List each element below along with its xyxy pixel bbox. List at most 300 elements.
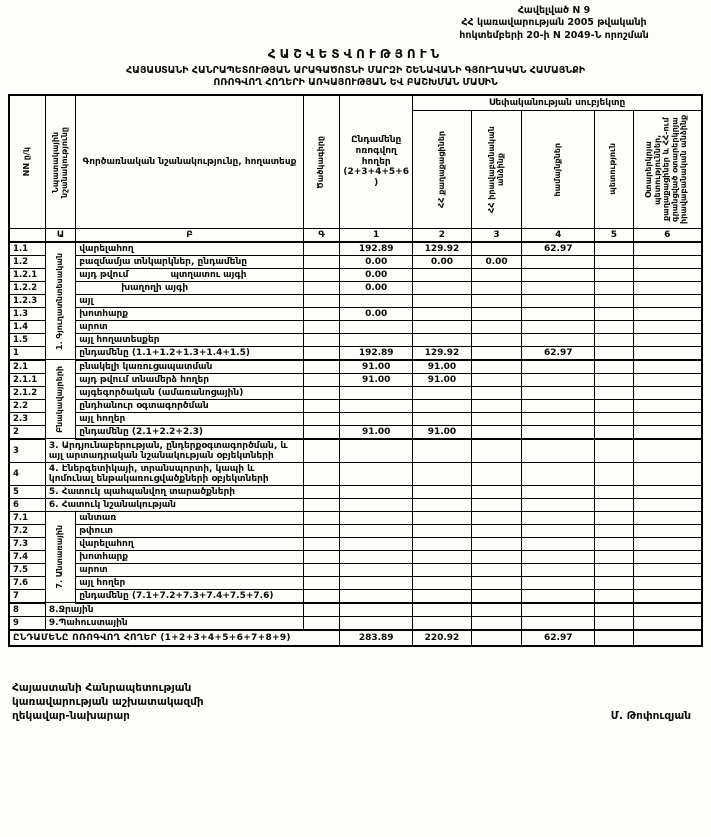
value-cell [595,563,633,576]
row-label-cell: 9.Պահուստային [45,616,303,630]
value-cell [595,333,633,346]
row-label-cell [76,294,304,307]
code-cell [303,550,339,563]
value-cell [633,242,702,256]
code-cell [303,485,339,498]
value-cell: 91.00 [413,373,472,386]
value-cell [633,333,702,346]
value-cell [633,360,702,374]
table-row [9,550,702,563]
value-cell [633,294,702,307]
code-cell [303,439,339,463]
table-row [9,563,702,576]
row-label-text: արոտ [79,564,108,575]
row-number-cell: 7.5 [9,563,45,576]
value-cell [522,537,595,550]
row-number-cell: 1 [9,346,45,360]
row-label-text: արոտ [79,321,108,332]
value-cell [413,320,472,333]
value-cell [413,485,472,498]
code-cell [303,360,339,374]
row-label-text: այլ հողատեսքեր [79,334,160,345]
value-cell: 0.00 [340,281,413,294]
value-cell [522,386,595,399]
value-cell [413,281,472,294]
value-cell [522,462,595,485]
row-label-text: բազմամյա տնկարկներ, ընդամենը [79,256,247,267]
value-cell: 62.97 [522,630,595,646]
value-cell [340,498,413,511]
row-number-cell: 2 [9,425,45,439]
row-label-cell [76,255,304,268]
row-label-text: խոտհարք [79,308,129,319]
value-cell [340,524,413,537]
value-cell [471,307,522,320]
row-number-cell: 1.2.2 [9,281,45,294]
value-cell [633,589,702,603]
letter-cell: 3 [471,228,522,242]
table-row [9,333,702,346]
table-row [9,346,702,360]
value-cell [595,412,633,425]
value-cell [633,412,702,425]
value-cell: 91.00 [340,373,413,386]
group-label-text: 1. Գյուղատնտեսական [55,252,65,350]
value-cell [595,537,633,550]
code-cell [303,333,339,346]
value-cell [633,462,702,485]
value-cell [471,425,522,439]
value-cell [595,630,633,646]
row-number-cell: 7 [9,589,45,603]
code-cell [303,563,339,576]
value-cell [522,294,595,307]
table-row [9,399,702,412]
code-cell [303,346,339,360]
row-label-text: ընդհանուր օգտագործման [79,400,209,411]
value-cell [633,603,702,617]
row-label-text: վարելահող [79,538,134,549]
title-line-3: ՈՌՈԳՎՈՂ ՀՈՂԵՐԻ ԱՌԿԱՅՈՒԹՅԱՆ ԵՎ ԲԱՇԽՄԱՆ ՄԱՍԻՆ [213,76,498,88]
value-cell [413,307,472,320]
value-cell [522,360,595,374]
annex-line-3: հոկտեմբերի 20-ի N 2049-Ն որոշման [459,29,649,41]
value-cell: 129.92 [413,346,472,360]
code-cell [303,589,339,603]
row-label-cell: 6. Հատուկ նշանակության [45,498,303,511]
value-cell [471,268,522,281]
value-cell [522,511,595,524]
row-label-cell: 3. Արդյունաբերության, ընդերքօգտագործման, և այլ արտադրական նշանակության օբյեկտների [45,439,303,463]
value-cell: 0.00 [340,255,413,268]
value-cell [471,373,522,386]
row-number-cell: 1.2.1 [9,268,45,281]
value-cell [522,603,595,617]
value-cell [595,294,633,307]
value-cell [340,563,413,576]
value-cell [471,485,522,498]
signatory-line-3: ղեկավար-նախարար [12,710,130,723]
value-cell [633,439,702,463]
value-cell [413,576,472,589]
value-cell [595,524,633,537]
header-code: Ծածկագիրը [303,95,339,228]
value-cell [471,399,522,412]
value-cell: 0.00 [413,255,472,268]
row-number-cell: 4 [9,462,45,485]
row-label-cell [76,425,304,439]
row-label-cell [76,373,304,386]
value-cell [595,425,633,439]
value-cell [522,281,595,294]
row-label-cell [76,524,304,537]
value-cell [522,589,595,603]
row-number-cell: 1.5 [9,333,45,346]
row-number-cell: 7.4 [9,550,45,563]
value-cell [522,563,595,576]
value-cell [413,294,472,307]
value-cell [413,511,472,524]
letter-cell: 2 [413,228,472,242]
value-cell [633,346,702,360]
code-cell [303,576,339,589]
letter-cell: 5 [595,228,633,242]
group-label-text: 7. Անտառային [55,525,65,589]
value-cell [413,462,472,485]
value-cell [595,281,633,294]
value-cell [413,439,472,463]
row-label-cell [76,360,304,374]
value-cell [595,603,633,617]
value-cell [340,537,413,550]
row-label-cell [76,563,304,576]
value-cell [633,550,702,563]
letter-cell: 4 [522,228,595,242]
row-number-cell: 5 [9,485,45,498]
value-cell [413,603,472,617]
table-row [9,320,702,333]
value-cell [633,281,702,294]
row-number-cell: 2.1.2 [9,386,45,399]
value-cell [471,498,522,511]
code-cell [303,524,339,537]
value-cell [413,498,472,511]
code-cell [303,307,339,320]
value-cell [633,576,702,589]
row-label-text: այդ թվում տնամերձ հողեր [79,374,210,385]
value-cell [471,346,522,360]
table-header-row-1 [9,95,702,110]
annex-reference-block [419,5,689,42]
row-label-cell [76,307,304,320]
row-label-text: ընդամենը (1.1+1.2+1.3+1.4+1.5) [79,347,250,358]
value-cell [522,498,595,511]
header-legal-entities: ՀՀ իրավաբանական անձինք [471,110,522,228]
value-cell [595,498,633,511]
row-label-cell: 5. Հատուկ պահպանվող տարածքների [45,485,303,498]
row-number-cell: 2.1.1 [9,373,45,386]
code-cell [303,537,339,550]
code-cell [303,386,339,399]
value-cell [471,630,522,646]
value-cell: 91.00 [413,425,472,439]
value-cell [522,524,595,537]
row-number-cell: 6 [9,498,45,511]
value-cell [340,616,413,630]
row-label-cell [76,242,304,256]
irrigated-lands-table [8,94,703,647]
value-cell [633,563,702,576]
header-functional: Գործառնական նշանակությունը, հողատեսք [76,95,304,228]
row-label-cell [76,386,304,399]
row-label-text: այլ հողեր [79,577,126,588]
row-label-cell [76,320,304,333]
value-cell [413,524,472,537]
code-cell [303,498,339,511]
value-cell [522,373,595,386]
header-total-irrigated: Ընդամենը ոռոգվող հողեր (2+3+4+5+6) [340,95,413,228]
value-cell [595,576,633,589]
table-row [9,373,702,386]
value-cell [595,386,633,399]
value-cell [522,399,595,412]
row-label-cell [76,399,304,412]
row-number-cell: 7.6 [9,576,45,589]
code-cell [303,281,339,294]
value-cell [340,589,413,603]
table-row [9,307,702,320]
code-cell [303,462,339,485]
code-cell [303,294,339,307]
header-foreign: Օտարերկրյա պետություններ, քաղաքացիներ և ՀՀ-ում գրանցված օտարերկրյա իրավաբանական անձինք [633,110,702,228]
group-label-cell [45,360,75,439]
row-label-cell [76,346,304,360]
row-label-cell [76,537,304,550]
code-cell [303,320,339,333]
group-label-cell [45,511,75,603]
total-label-cell: ԸՆԴԱՄԵՆԸ ՈՌՈԳՎՈՂ ՀՈՂԵՐ (1+2+3+4+5+6+7+8+9) [9,630,340,646]
row-label-text: խոտհարք [79,551,129,562]
value-cell: 91.00 [413,360,472,374]
value-cell: 91.00 [340,360,413,374]
letter-cell: Ա [45,228,75,242]
value-cell [633,485,702,498]
footer [12,681,691,724]
row-label-cell [76,576,304,589]
header-state: պետություն [595,110,633,228]
value-cell [522,307,595,320]
row-number-cell: 1.1 [9,242,45,256]
value-cell: 129.92 [413,242,472,256]
letter-cell: 6 [633,228,702,242]
value-cell [340,399,413,412]
row-label-cell [76,268,304,281]
value-cell [595,346,633,360]
table-row [9,425,702,439]
code-cell [303,242,339,256]
value-cell [413,268,472,281]
row-label-text: այդ թվում [79,269,129,280]
row-label-cell [76,511,304,524]
row-number-cell: 1.3 [9,307,45,320]
value-cell [413,386,472,399]
value-cell [522,425,595,439]
value-cell [595,320,633,333]
value-cell [471,537,522,550]
row-label-cell [76,550,304,563]
row-label-cell [76,281,304,294]
value-cell: 62.97 [522,242,595,256]
header-citizens: ՀՀ քաղաքացիներ [413,110,472,228]
value-cell [471,603,522,617]
value-cell [413,563,472,576]
value-cell [340,603,413,617]
value-cell [340,485,413,498]
table-row [9,242,702,256]
value-cell [595,589,633,603]
table-row [9,439,702,463]
column-letter-row [9,228,702,242]
table-row [9,281,702,294]
value-cell: 283.89 [340,630,413,646]
code-cell [303,255,339,268]
value-cell [522,320,595,333]
header-nn: NN ը/կ [9,95,45,228]
row-label-cell [76,412,304,425]
value-cell [340,386,413,399]
row-number-cell: 1.2 [9,255,45,268]
value-cell [471,360,522,374]
value-cell [471,589,522,603]
value-cell [522,268,595,281]
value-cell [340,511,413,524]
annex-line-1: Հավելված N 9 [517,5,591,16]
value-cell [340,462,413,485]
value-cell [340,576,413,589]
letter-cell [9,228,45,242]
value-cell [522,255,595,268]
value-cell: 0.00 [340,307,413,320]
value-cell [471,412,522,425]
value-cell: 0.00 [340,268,413,281]
value-cell [340,412,413,425]
letter-cell: Գ [303,228,339,242]
value-cell [633,616,702,630]
row-number-cell: 2.3 [9,412,45,425]
title-main: ՀԱՇՎԵՏՎՈՒԹՅՈՒՆ [267,47,444,62]
table-row [9,616,702,630]
value-cell [633,537,702,550]
code-cell [303,268,339,281]
table-row [9,386,702,399]
value-cell [595,485,633,498]
annex-line-2: ՀՀ կառավարության 2005 թվականի [461,17,647,29]
table-row [9,498,702,511]
value-cell: 192.89 [340,346,413,360]
row-label-text: ընդամենը (2.1+2.2+2.3) [79,426,204,437]
value-cell [633,524,702,537]
table-row [9,524,702,537]
row-label-text: ընդամենը (7.1+7.2+7.3+7.4+7.5+7.6) [79,590,274,601]
value-cell [522,485,595,498]
row-number-cell: 7.2 [9,524,45,537]
value-cell [595,439,633,463]
value-cell [522,333,595,346]
total-row [9,630,702,646]
table-row [9,485,702,498]
value-cell [471,616,522,630]
value-cell [633,320,702,333]
value-cell [633,498,702,511]
value-cell [340,294,413,307]
value-cell: 192.89 [340,242,413,256]
value-cell: 91.00 [340,425,413,439]
code-cell [303,511,339,524]
row-label-text: այլ հողեր [79,413,126,424]
value-cell [471,333,522,346]
value-cell [413,412,472,425]
value-cell [522,439,595,463]
value-cell [413,537,472,550]
value-cell [595,550,633,563]
value-cell [471,281,522,294]
value-cell [633,307,702,320]
value-cell [522,616,595,630]
row-number-cell: 1.4 [9,320,45,333]
value-cell [633,255,702,268]
row-sublabel-text: պտղատու այգի [170,269,247,280]
value-cell [633,399,702,412]
header-communities: համայնքներ [522,110,595,228]
value-cell [522,576,595,589]
value-cell [595,511,633,524]
signatory-line-1: Հայաստանի Հանրապետության [12,681,192,694]
row-label-text: այլ [79,295,94,306]
row-label-cell: 4. Էներգետիկայի, տրանսպորտի, կապի և կոմունալ ենթակառուցվածքների օբյեկտների [45,462,303,485]
row-label-text: բնակելի կառուցապատման [79,361,213,372]
value-cell [340,550,413,563]
row-number-cell: 8 [9,603,45,617]
value-cell [471,511,522,524]
table-row [9,462,702,485]
value-cell [595,360,633,374]
value-cell [522,412,595,425]
value-cell [471,294,522,307]
row-number-cell: 7.3 [9,537,45,550]
row-number-cell: 9 [9,616,45,630]
value-cell: 0.00 [471,255,522,268]
code-cell [303,616,339,630]
signatory-line-2: կառավարության աշխատակազմի [12,695,204,708]
value-cell [522,550,595,563]
value-cell [595,307,633,320]
report-table-body [9,242,702,646]
signatory-title-block [12,681,204,724]
row-number-cell: 3 [9,439,45,463]
header-ownership-subject: Սեփականության սուբյեկտը [413,95,702,110]
value-cell [595,242,633,256]
row-number-cell: 1.2.3 [9,294,45,307]
value-cell: 220.92 [413,630,472,646]
value-cell [471,242,522,256]
value-cell [413,399,472,412]
letter-cell: Բ [76,228,304,242]
row-label-text: անտառ [79,512,117,523]
table-row [9,511,702,524]
value-cell [413,616,472,630]
value-cell [471,386,522,399]
value-cell [340,439,413,463]
